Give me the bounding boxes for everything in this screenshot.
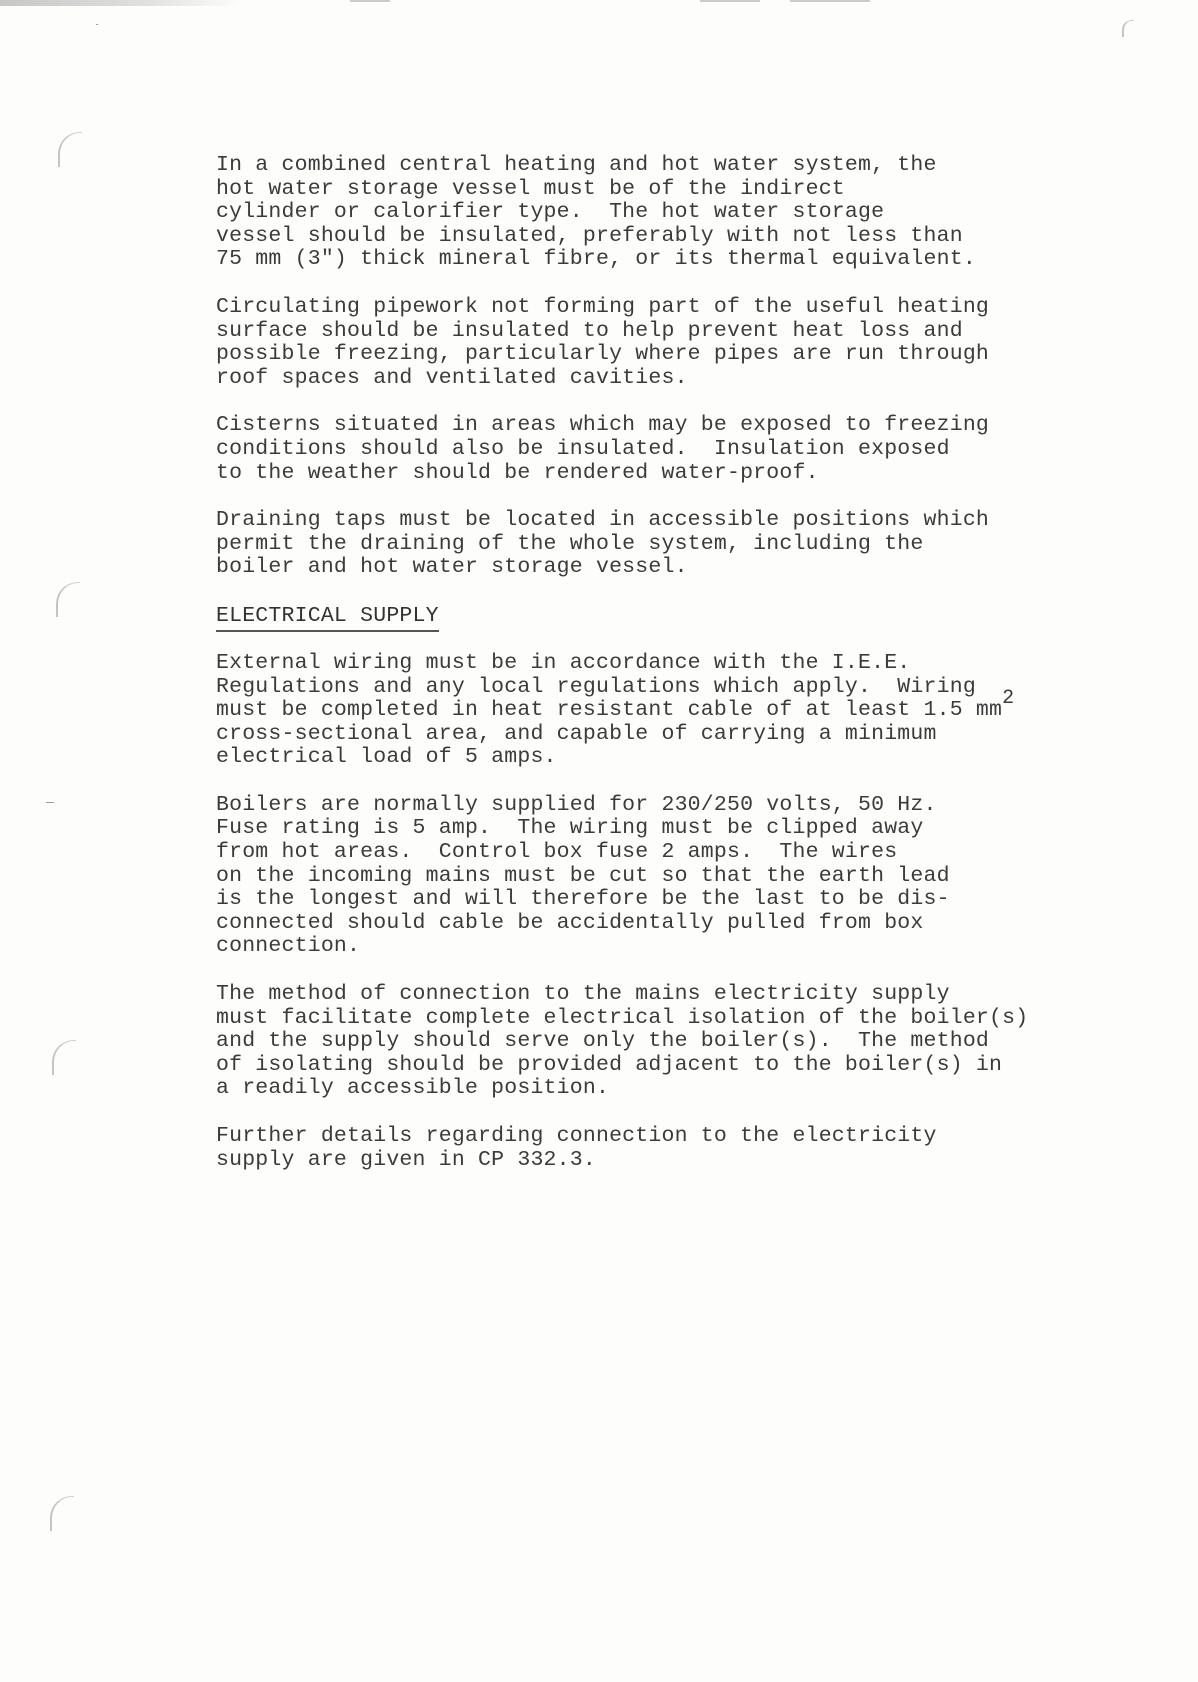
wiring-line: must be completed in heat resistant cable of at least 1.5 mm [216,698,1003,723]
punch-hole-mark [56,582,80,617]
paragraph-further-details: Further details regarding connection to the electricity supply are given in CP 332.3. [216,1124,937,1172]
paragraph-hot-water-storage: In a combined central heating and hot water system, the hot water storage vessel must be of the indirect cylinder or calorifier type. The hot water storage vessel should be insulated, preferably with not less than 75 mm (3") thick mineral fibre, or its thermal equivalent. [216,153,976,272]
paragraph-external-wiring [216,652,1116,770]
scan-edge-mark [790,0,870,2]
scan-edge-mark [350,0,390,2]
wiring-line: Regulations and any local regulations which apply. Wiring [216,674,976,699]
paragraph-pipework-insulation: Circulating pipework not forming part of the useful heating surface should be insulated to help prevent heat loss and possible freezing, particularly where pipes are run through roof spaces and ventilated cavities. [216,294,990,390]
wiring-line: External wiring must be in accordance with the I.E.E. [216,650,911,675]
wiring-line: cross-sectional area, and capable of carrying a minimum [216,721,937,746]
punch-hole-mark [52,1040,76,1075]
scan-edge-mark [700,0,760,2]
margin-tick [96,24,98,25]
document-body [216,154,1116,1196]
wiring-line: electrical load of 5 amps. [216,745,557,770]
paragraph-cistern-insulation: Cisterns situated in areas which may be exposed to freezing conditions should also be insulated. Insulation exposed to the weather should be rendered water-proof. [216,413,990,485]
section-heading-electrical-supply: ELECTRICAL SUPPLY [216,604,439,632]
paragraph-draining-taps: Draining taps must be located in accessible positions which permit the draining of the whole system, including the boiler and hot water storage vessel. [216,508,990,580]
punch-hole-mark [50,1496,74,1531]
paragraph-isolation-method: The method of connection to the mains electricity supply must facilitate complete electrical isolation of the boiler(s) and the supply should serve only the boiler(s). The method of isolating should be provided adjacent to the boiler(s) in a readily accessible position. [216,982,1029,1101]
paragraph-boiler-voltage: Boilers are normally supplied for 230/250 volts, 50 Hz. Fuse rating is 5 amp. The wiring must be clipped away from hot areas. Control box fuse 2 amps. The wires on the incoming mains must be cut so that the earth lead is the longest and will therefore be the last to be dis- connected should cable be accidentally pulled from box connection. [216,792,950,959]
superscript-squared: 2 [1002,687,1015,711]
punch-hole-mark [58,132,82,167]
margin-tick [46,802,54,803]
corner-mark [1122,20,1134,37]
scan-edge-shadow [0,0,240,6]
